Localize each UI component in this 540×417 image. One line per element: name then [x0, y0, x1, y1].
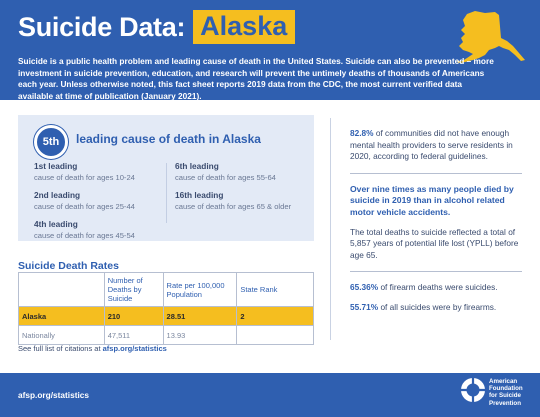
column-divider: [330, 118, 331, 340]
stat-text: of firearm deaths were suicides.: [378, 282, 498, 293]
stat-percent: 65.36%: [350, 282, 379, 293]
footer-link[interactable]: afsp.org/statistics: [18, 390, 90, 400]
rank-heading: leading cause of death in Alaska: [76, 132, 261, 146]
citation-prefix: See full list of citations at: [18, 344, 103, 353]
stat-text: of communities did not have enough mental health providers to serve residents in 2020, according to federal guidelines.: [350, 128, 513, 162]
leading-item-label: 6th leading: [175, 161, 219, 171]
leading-item-desc: cause of death for ages 45-54: [34, 231, 135, 240]
stat-ypll: The total deaths to suicide reflected a total of 5,857 years of potential life lost (YPLL) before age 65.: [350, 226, 519, 260]
intro-paragraph: Suicide is a public health problem and leading cause of death in the United States. Suicide can also be prevented – more investment in suicide prevention, education, and research will prevent the untimely deaths of thousands of Americans each year. Unless otherwise noted, this fact sheet reports 2019 data from the CDC, the most current verified data available at time of publication (January 2021).: [18, 56, 494, 101]
org-name: [489, 378, 523, 407]
stat-firearm-suicides: [350, 302, 522, 314]
table-cell: 2: [237, 307, 314, 326]
org-name-line: Prevention: [489, 399, 521, 407]
table-cell: Nationally: [19, 326, 105, 345]
leading-item: [34, 161, 135, 183]
title-prefix: Suicide Data:: [18, 11, 186, 42]
table-cell: 13.93: [163, 326, 237, 345]
stat-text: of all suicides were by firearms.: [378, 301, 497, 312]
table-cell: 47,511: [104, 326, 163, 345]
rates-table-title: Suicide Death Rates: [18, 260, 119, 272]
leading-item: [34, 219, 135, 241]
table-row: [19, 307, 314, 326]
stat-firearm-deaths: [350, 282, 522, 294]
leading-item-label: 1st leading: [34, 161, 78, 171]
table-header-cell: [19, 273, 105, 307]
leading-divider: [166, 163, 167, 223]
table-cell: [237, 326, 314, 345]
stats-column: [350, 128, 522, 314]
leading-item-desc: cause of death for ages 55-64: [175, 173, 276, 182]
table-cell: 28.51: [163, 307, 237, 326]
leading-cause-panel: [18, 115, 314, 241]
page-title: [18, 10, 295, 44]
leading-column-left: [34, 161, 135, 248]
table-cell: 210: [104, 307, 163, 326]
table-cell: Alaska: [19, 307, 105, 326]
leading-item-desc: cause of death for ages 65 & older: [175, 202, 292, 211]
leading-item: [34, 190, 135, 212]
stat-percent: 82.8%: [350, 128, 374, 138]
stat-percent: 55.71%: [350, 301, 379, 312]
leading-item-label: 4th leading: [34, 219, 78, 229]
org-name-line: Foundation: [489, 385, 523, 393]
table-row: [19, 326, 314, 345]
table-header-cell: Number of Deaths by Suicide: [104, 273, 163, 307]
table-header-cell: State Rank: [237, 273, 314, 307]
org-name-line: American: [489, 378, 518, 385]
leading-item-label: 16th leading: [175, 190, 224, 200]
stat-motor-vehicle: Over nine times as many people died by suicide in 2019 than in alcohol related motor vehicle accidents.: [350, 183, 514, 217]
leading-item: [175, 161, 291, 183]
leading-column-right: [175, 161, 291, 219]
citation-note: [18, 344, 167, 353]
rates-table: [18, 272, 314, 345]
leading-item-desc: cause of death for ages 10-24: [34, 173, 135, 182]
leading-item-label: 2nd leading: [34, 190, 81, 200]
org-name-line: for Suicide: [489, 392, 521, 400]
stat-mental-health: [350, 128, 522, 163]
table-header-cell: Rate per 100,000 Population: [163, 273, 237, 307]
table-header-row: [19, 273, 314, 307]
footer-banner: [0, 373, 540, 417]
stat-divider: [350, 271, 522, 272]
leading-item: [175, 190, 291, 212]
citation-link[interactable]: afsp.org/statistics: [102, 344, 167, 353]
stat-divider: [350, 173, 522, 174]
title-state: Alaska: [193, 10, 295, 44]
rank-badge: 5th: [34, 125, 68, 159]
header-banner: [0, 0, 540, 100]
afsp-logo-icon: [460, 377, 486, 403]
leading-item-desc: cause of death for ages 25-44: [34, 202, 135, 211]
